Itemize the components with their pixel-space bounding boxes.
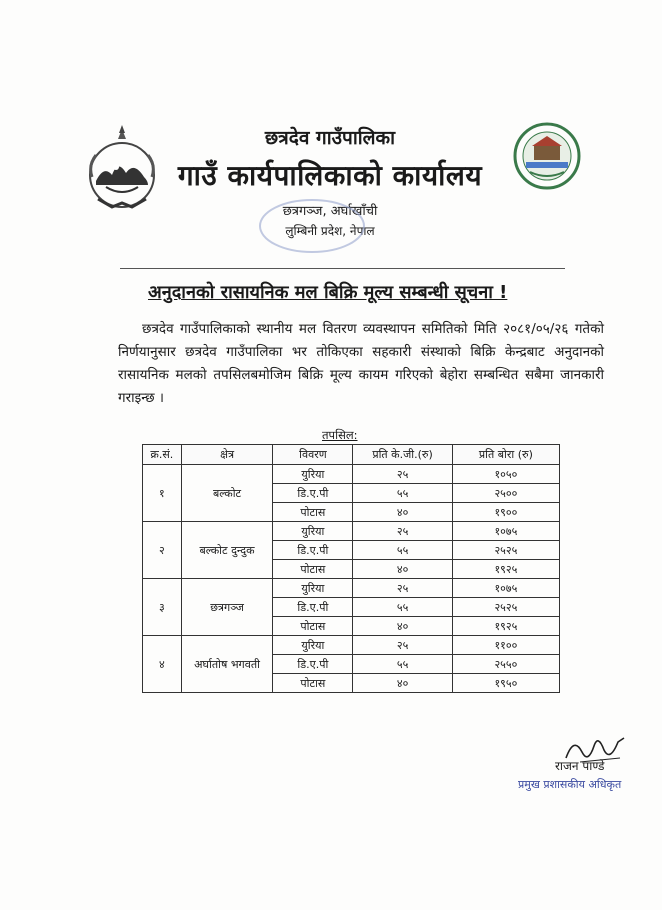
cell-item: पोटास [273,560,353,579]
cell-sn: ३ [143,579,182,636]
table-row [143,579,560,598]
cell-item: डि.ए.पी [273,541,353,560]
cell-per-sack: १०५० [452,465,559,484]
fertilizer-price-table [142,444,560,693]
cell-per-kg: ४० [353,617,452,636]
cell-per-kg: ५५ [353,541,452,560]
cell-sn: २ [143,522,182,579]
signatory-name: राजन पाण्डे [555,759,605,773]
table-header-row [143,445,560,465]
cell-sn: ४ [143,636,182,693]
header-per-kg: प्रति के.जी.(रु) [353,445,452,465]
cell-area: अर्घातोष भगवती [181,636,273,693]
cell-per-kg: ५५ [353,598,452,617]
office-title: गाउँ कार्यपालिकाको कार्यालय [177,159,483,192]
header-area: क्षेत्र [181,445,273,465]
cell-item: पोटास [273,503,353,522]
cell-per-sack: २५५० [452,655,559,674]
cell-per-kg: २५ [353,465,452,484]
cell-sn: १ [143,465,182,522]
cell-item: युरिया [273,579,353,598]
cell-per-sack: ११०० [452,636,559,655]
header-sn: क्र.सं. [143,445,182,465]
cell-per-sack: १९०० [452,503,559,522]
cell-per-kg: २५ [353,579,452,598]
cell-per-sack: २५२५ [452,598,559,617]
cell-item: डि.ए.पी [273,598,353,617]
cell-per-sack: १९२५ [452,617,559,636]
cell-per-kg: ४० [353,560,452,579]
cell-per-sack: १०७५ [452,522,559,541]
municipality-name: छत्रदेव गाउँपालिका [264,127,396,149]
header-item: विवरण [273,445,353,465]
notice-subject: अनुदानको रासायनिक मल बिक्रि मूल्य सम्बन्धी सूचना ! [148,282,508,303]
cell-per-kg: २५ [353,636,452,655]
header-divider [120,268,565,269]
signatory-title: प्रमुख प्रशासकीय अधिकृत [518,778,622,791]
table-caption: तपसिल: [322,428,358,442]
cell-per-kg: २५ [353,522,452,541]
cell-per-sack: १९२५ [452,560,559,579]
cell-item: पोटास [273,674,353,693]
cell-per-kg: ४० [353,674,452,693]
cell-per-kg: ५५ [353,655,452,674]
cell-per-sack: १९५० [452,674,559,693]
office-stamp-icon [252,196,372,256]
table-row [143,465,560,484]
header-per-sack: प्रति बोरा (रु) [452,445,559,465]
cell-item: पोटास [273,617,353,636]
cell-per-kg: ५५ [353,484,452,503]
notice-body: छत्रदेव गाउँपालिकाको स्थानीय मल वितरण व्यवस्थापन समितिको मिति २०८१/०५/२६ गतेको निर्णयानुसार छत्रदेव गाउँपालिका भर तोकिएका सहकारी संस्थाको बिक्रि केन्द्रबाट अनुदानको रासायनिक मलको तपसिलबमोजिम बिक्रि मूल्य कायम गरिएको बेहोरा सम्बन्धित सबैमा जानकारी गराइन्छ । [118,321,604,406]
cell-area: बल्कोट दुन्दुक [181,522,273,579]
cell-item: डि.ए.पी [273,484,353,503]
cell-per-kg: ४० [353,503,452,522]
cell-item: डि.ए.पी [273,655,353,674]
address-line-1: छत्रगञ्ज, अर्घाखाँची [282,204,378,219]
address-line-2: लुम्बिनी प्रदेश, नेपाल [285,224,375,238]
cell-area: छत्रगञ्ज [181,579,273,636]
table-row [143,522,560,541]
cell-per-sack: २५०० [452,484,559,503]
cell-item: युरिया [273,522,353,541]
cell-per-sack: २५२५ [452,541,559,560]
cell-item: युरिया [273,636,353,655]
cell-per-sack: १०७५ [452,579,559,598]
cell-item: युरिया [273,465,353,484]
cell-area: बल्कोट [181,465,273,522]
table-row [143,636,560,655]
